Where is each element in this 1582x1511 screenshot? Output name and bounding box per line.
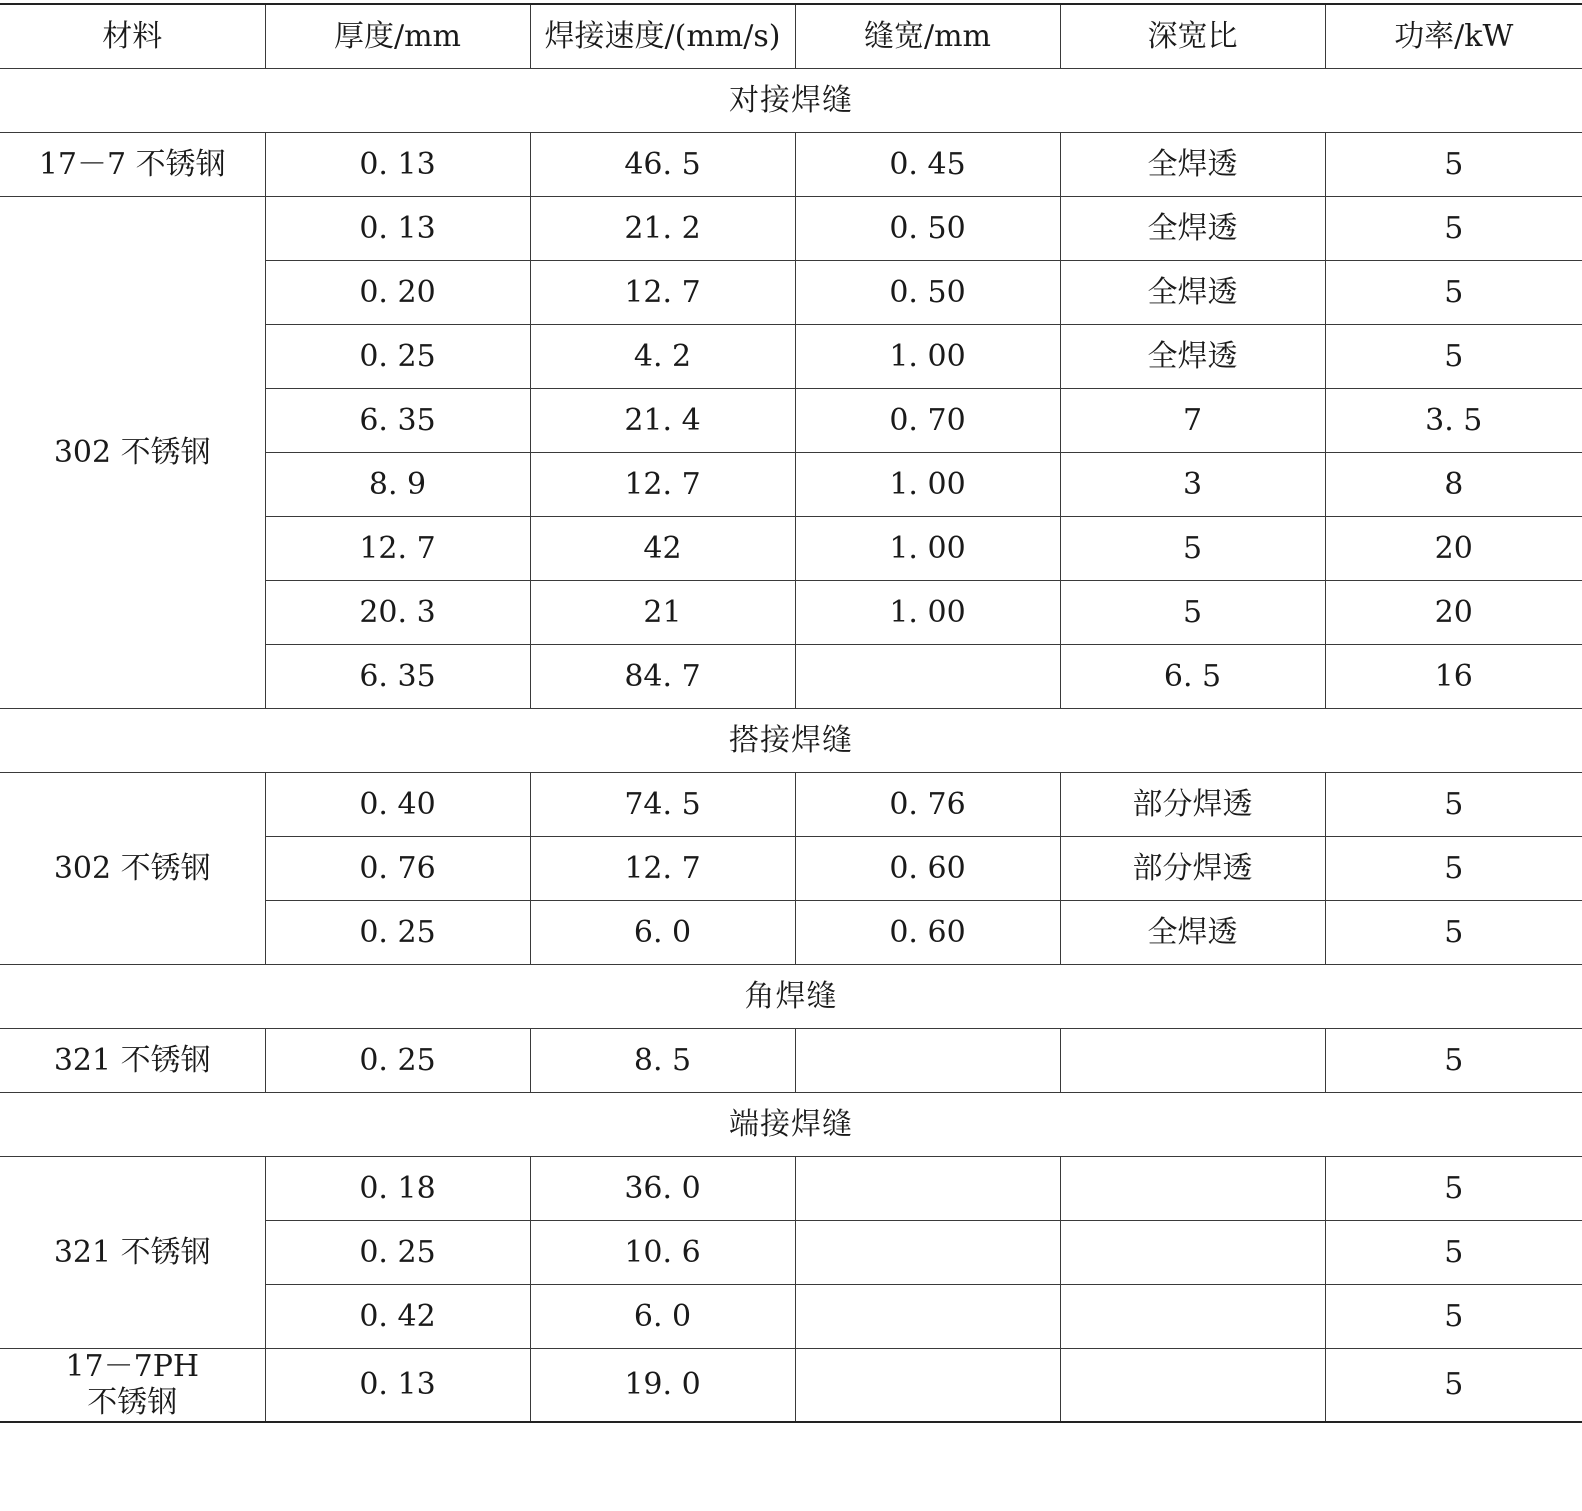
- table-header: [0, 4, 1582, 69]
- section-title: 角焊缝: [0, 965, 1582, 1029]
- header-power: 功率/kW: [1325, 4, 1582, 69]
- material-line: 不锈钢: [87, 1385, 178, 1420]
- table-row: [0, 773, 1582, 837]
- power-cell: 16: [1325, 645, 1582, 709]
- thickness-cell: 0. 25: [265, 1029, 530, 1093]
- power-cell: 5: [1325, 837, 1582, 901]
- depth-width-ratio-cell: [1060, 1285, 1325, 1349]
- weld-speed-cell: 46. 5: [530, 133, 795, 197]
- seam-width-cell: 0. 60: [795, 837, 1060, 901]
- weld-speed-cell: 6. 0: [530, 1285, 795, 1349]
- depth-width-ratio-cell: [1060, 1029, 1325, 1093]
- weld-speed-cell: 21. 4: [530, 389, 795, 453]
- table-row: [0, 197, 1582, 261]
- header-row: [0, 4, 1582, 69]
- power-cell: 5: [1325, 261, 1582, 325]
- seam-width-cell: 0. 70: [795, 389, 1060, 453]
- table-row: [0, 1029, 1582, 1093]
- power-cell: 5: [1325, 325, 1582, 389]
- thickness-cell: 0. 13: [265, 1349, 530, 1423]
- seam-width-cell: 1. 00: [795, 581, 1060, 645]
- thickness-cell: 20. 3: [265, 581, 530, 645]
- section-row: [0, 1093, 1582, 1157]
- power-cell: 8: [1325, 453, 1582, 517]
- weld-speed-cell: 8. 5: [530, 1029, 795, 1093]
- seam-width-cell: 0. 76: [795, 773, 1060, 837]
- material-cell: [0, 1349, 265, 1423]
- thickness-cell: 0. 42: [265, 1285, 530, 1349]
- thickness-cell: 0. 76: [265, 837, 530, 901]
- thickness-cell: 0. 13: [265, 133, 530, 197]
- weld-speed-cell: 84. 7: [530, 645, 795, 709]
- thickness-cell: 0. 40: [265, 773, 530, 837]
- depth-width-ratio-cell: [1060, 1157, 1325, 1221]
- header-weld-speed: 焊接速度/(mm/s): [530, 4, 795, 69]
- seam-width-cell: 0. 60: [795, 901, 1060, 965]
- table-row: [0, 133, 1582, 197]
- power-cell: 20: [1325, 581, 1582, 645]
- weld-speed-cell: 6. 0: [530, 901, 795, 965]
- thickness-cell: 0. 25: [265, 901, 530, 965]
- thickness-cell: 6. 35: [265, 645, 530, 709]
- thickness-cell: 0. 25: [265, 325, 530, 389]
- weld-speed-cell: 21: [530, 581, 795, 645]
- seam-width-cell: [795, 1029, 1060, 1093]
- depth-width-ratio-cell: 3: [1060, 453, 1325, 517]
- power-cell: 5: [1325, 901, 1582, 965]
- material-line: 17－7PH: [65, 1349, 200, 1384]
- weld-speed-cell: 12. 7: [530, 837, 795, 901]
- section-title: 端接焊缝: [0, 1093, 1582, 1157]
- header-depth-width-ratio: 深宽比: [1060, 4, 1325, 69]
- seam-width-cell: [795, 1349, 1060, 1423]
- power-cell: 5: [1325, 1029, 1582, 1093]
- material-cell: 321 不锈钢: [0, 1157, 265, 1349]
- seam-width-cell: 0. 50: [795, 261, 1060, 325]
- material-cell: 17－7 不锈钢: [0, 133, 265, 197]
- material-cell: 321 不锈钢: [0, 1029, 265, 1093]
- power-cell: 5: [1325, 1157, 1582, 1221]
- seam-width-cell: 1. 00: [795, 517, 1060, 581]
- seam-width-cell: 1. 00: [795, 453, 1060, 517]
- power-cell: 5: [1325, 1221, 1582, 1285]
- thickness-cell: 0. 13: [265, 197, 530, 261]
- thickness-cell: 0. 18: [265, 1157, 530, 1221]
- depth-width-ratio-cell: 部分焊透: [1060, 837, 1325, 901]
- power-cell: 5: [1325, 1285, 1582, 1349]
- section-title: 对接焊缝: [0, 69, 1582, 133]
- weld-speed-cell: 10. 6: [530, 1221, 795, 1285]
- section-row: [0, 709, 1582, 773]
- depth-width-ratio-cell: 5: [1060, 517, 1325, 581]
- seam-width-cell: 1. 00: [795, 325, 1060, 389]
- weld-speed-cell: 74. 5: [530, 773, 795, 837]
- power-cell: 20: [1325, 517, 1582, 581]
- depth-width-ratio-cell: 7: [1060, 389, 1325, 453]
- power-cell: 5: [1325, 197, 1582, 261]
- header-thickness: 厚度/mm: [265, 4, 530, 69]
- power-cell: 3. 5: [1325, 389, 1582, 453]
- weld-speed-cell: 36. 0: [530, 1157, 795, 1221]
- weld-speed-cell: 21. 2: [530, 197, 795, 261]
- header-seam-width: 缝宽/mm: [795, 4, 1060, 69]
- weld-speed-cell: 19. 0: [530, 1349, 795, 1423]
- table-row: [0, 1157, 1582, 1221]
- thickness-cell: 12. 7: [265, 517, 530, 581]
- depth-width-ratio-cell: 部分焊透: [1060, 773, 1325, 837]
- section-row: [0, 965, 1582, 1029]
- seam-width-cell: 0. 50: [795, 197, 1060, 261]
- seam-width-cell: [795, 1221, 1060, 1285]
- thickness-cell: 6. 35: [265, 389, 530, 453]
- weld-speed-cell: 4. 2: [530, 325, 795, 389]
- header-material: 材料: [0, 4, 265, 69]
- table-body: [0, 69, 1582, 1423]
- seam-width-cell: [795, 1285, 1060, 1349]
- weld-speed-cell: 12. 7: [530, 453, 795, 517]
- thickness-cell: 8. 9: [265, 453, 530, 517]
- table-row: [0, 1349, 1582, 1423]
- section-row: [0, 69, 1582, 133]
- material-cell: 302 不锈钢: [0, 773, 265, 965]
- seam-width-cell: 0. 45: [795, 133, 1060, 197]
- depth-width-ratio-cell: [1060, 1221, 1325, 1285]
- seam-width-cell: [795, 645, 1060, 709]
- depth-width-ratio-cell: 5: [1060, 581, 1325, 645]
- power-cell: 5: [1325, 773, 1582, 837]
- power-cell: 5: [1325, 1349, 1582, 1423]
- depth-width-ratio-cell: 全焊透: [1060, 325, 1325, 389]
- depth-width-ratio-cell: [1060, 1349, 1325, 1423]
- seam-width-cell: [795, 1157, 1060, 1221]
- thickness-cell: 0. 20: [265, 261, 530, 325]
- section-title: 搭接焊缝: [0, 709, 1582, 773]
- depth-width-ratio-cell: 全焊透: [1060, 197, 1325, 261]
- depth-width-ratio-cell: 全焊透: [1060, 261, 1325, 325]
- depth-width-ratio-cell: 全焊透: [1060, 901, 1325, 965]
- weld-speed-cell: 42: [530, 517, 795, 581]
- power-cell: 5: [1325, 133, 1582, 197]
- depth-width-ratio-cell: 全焊透: [1060, 133, 1325, 197]
- material-cell: 302 不锈钢: [0, 197, 265, 709]
- thickness-cell: 0. 25: [265, 1221, 530, 1285]
- weld-speed-cell: 12. 7: [530, 261, 795, 325]
- welding-parameters-table: [0, 3, 1582, 1423]
- depth-width-ratio-cell: 6. 5: [1060, 645, 1325, 709]
